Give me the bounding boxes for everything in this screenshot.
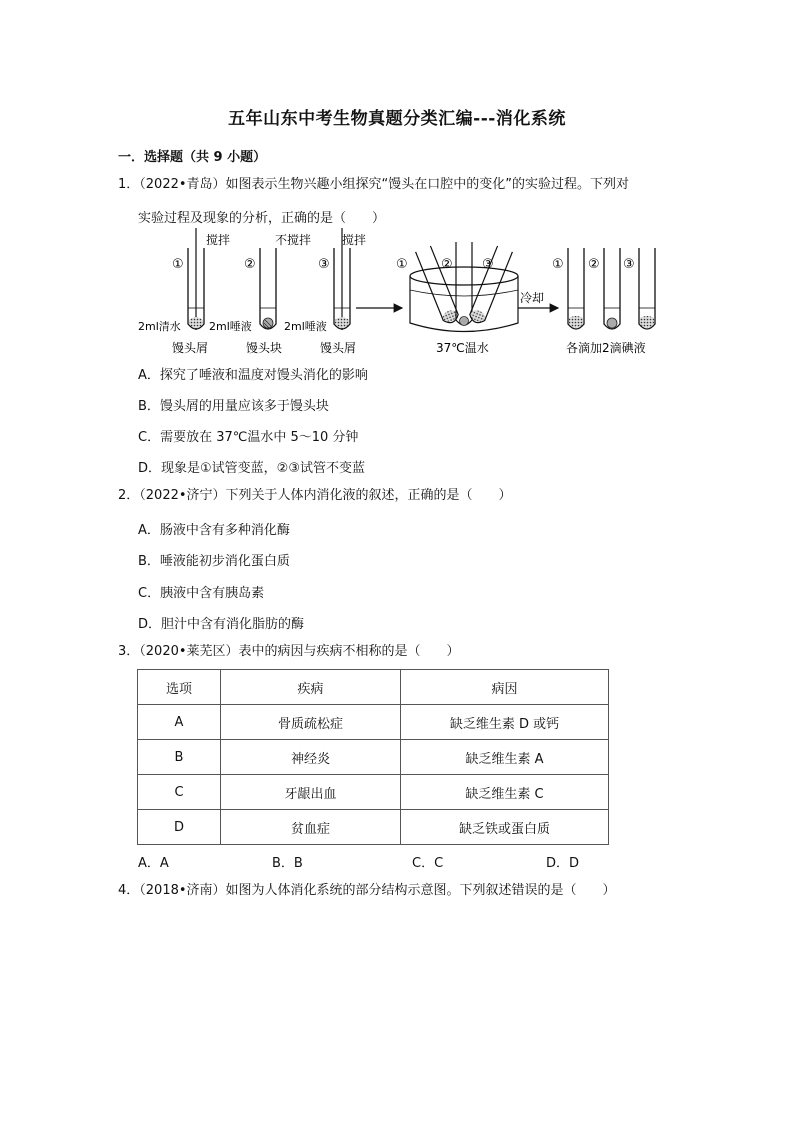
question-3-text: 3．（2020•莱芜区）表中的病因与疾病不相称的是（ ）: [118, 644, 460, 659]
table-cell: 牙龈出血: [221, 775, 401, 810]
tube-3-action: 搅拌: [342, 233, 367, 247]
table-row: [138, 740, 609, 775]
final-number-1: ①: [552, 257, 564, 272]
table-cell: 缺乏维生素 A: [401, 740, 609, 775]
table-row: [138, 810, 609, 845]
bath-number-2: ②: [441, 257, 453, 272]
table-row: [138, 705, 609, 740]
question-3-answer-a: A．A: [138, 856, 169, 871]
bath-number-3: ③: [482, 257, 494, 272]
tube-3-label: 馒头屑: [320, 341, 357, 355]
bath-number-1: ①: [396, 257, 408, 272]
tube-1-action: 搅拌: [206, 233, 231, 247]
tube-3-liquid: 2ml唾液: [284, 320, 327, 333]
question-4-text: 4．（2018•济南）如图为人体消化系统的部分结构示意图。下列叙述错误的是（ ）: [118, 883, 616, 898]
question-3-answer-d: D．D: [546, 856, 580, 871]
question-1-option-c: C．需要放在 37℃温水中 5～10 分钟: [138, 430, 359, 445]
final-tube-2: [604, 248, 620, 329]
tube-1-label: 馒头屑: [172, 341, 209, 355]
tube-1-number: ①: [172, 257, 184, 272]
question-2-option-c: C．胰液中含有胰岛素: [138, 586, 265, 601]
question-2-option-d: D．胆汁中含有消化脂肪的酶: [138, 617, 305, 632]
table-cell: 缺乏维生素 C: [401, 775, 609, 810]
water-bath: [410, 267, 518, 285]
table-cell: 神经炎: [221, 740, 401, 775]
question-1-text-cont: 实验过程及现象的分析，正确的是（ ）: [138, 211, 386, 226]
table-cell: C: [138, 775, 221, 810]
question-1-text: 1．（2022•青岛）如图表示生物兴趣小组探究“馒头在口腔中的变化”的实验过程。下列对: [118, 177, 629, 192]
table-cell: 缺乏维生素 D 或钙: [401, 705, 609, 740]
table-header-row: [138, 670, 609, 705]
table-cell: B: [138, 740, 221, 775]
tube-2-label: 馒头块: [246, 341, 283, 355]
experiment-figure: [136, 228, 666, 363]
tube-2-action: 不搅拌: [275, 233, 312, 247]
tube-1-liquid: 2ml清水: [138, 320, 181, 333]
question-2-text: 2．（2022•济宁）下列关于人体内消化液的叙述，正确的是（ ）: [118, 488, 512, 503]
table-cell: D: [138, 810, 221, 845]
question-1-option-b: B．馒头屑的用量应该多于馒头块: [138, 399, 329, 414]
question-3-answer-b: B．B: [272, 856, 303, 871]
tube-2-liquid: 2ml唾液: [209, 320, 252, 333]
page-title: 五年山东中考生物真题分类汇编---消化系统: [228, 109, 566, 129]
cool-label: 冷却: [520, 291, 545, 305]
test-tube-2: [260, 248, 276, 329]
section-heading: 一．选择题（共 9 小题）: [118, 150, 267, 165]
disease-cause-table: [137, 669, 609, 845]
tube-2-number: ②: [244, 257, 256, 272]
final-number-2: ②: [588, 257, 600, 272]
question-2-option-a: A．肠液中含有多种消化酶: [138, 523, 290, 538]
table-cell: 骨质疏松症: [221, 705, 401, 740]
final-label: 各滴加2滴碘液: [566, 341, 646, 355]
question-1-option-a: A．探究了唾液和温度对馒头消化的影响: [138, 368, 368, 383]
question-3-answer-c: C．C: [412, 856, 444, 871]
bath-tube-2: [456, 242, 472, 325]
table-header-cell: 选项: [138, 670, 221, 705]
table-cell: A: [138, 705, 221, 740]
table-cell: 贫血症: [221, 810, 401, 845]
final-number-3: ③: [623, 257, 635, 272]
tube-3-number: ③: [318, 257, 330, 272]
table-row: [138, 775, 609, 810]
question-1-option-d: D．现象是①试管变蓝，②③试管不变蓝: [138, 461, 365, 476]
table-header-cell: 病因: [401, 670, 609, 705]
question-2-option-b: B．唾液能初步消化蛋白质: [138, 554, 290, 569]
bath-label: 37℃温水: [436, 341, 489, 355]
table-header-cell: 疾病: [221, 670, 401, 705]
table-cell: 缺乏铁或蛋白质: [401, 810, 609, 845]
